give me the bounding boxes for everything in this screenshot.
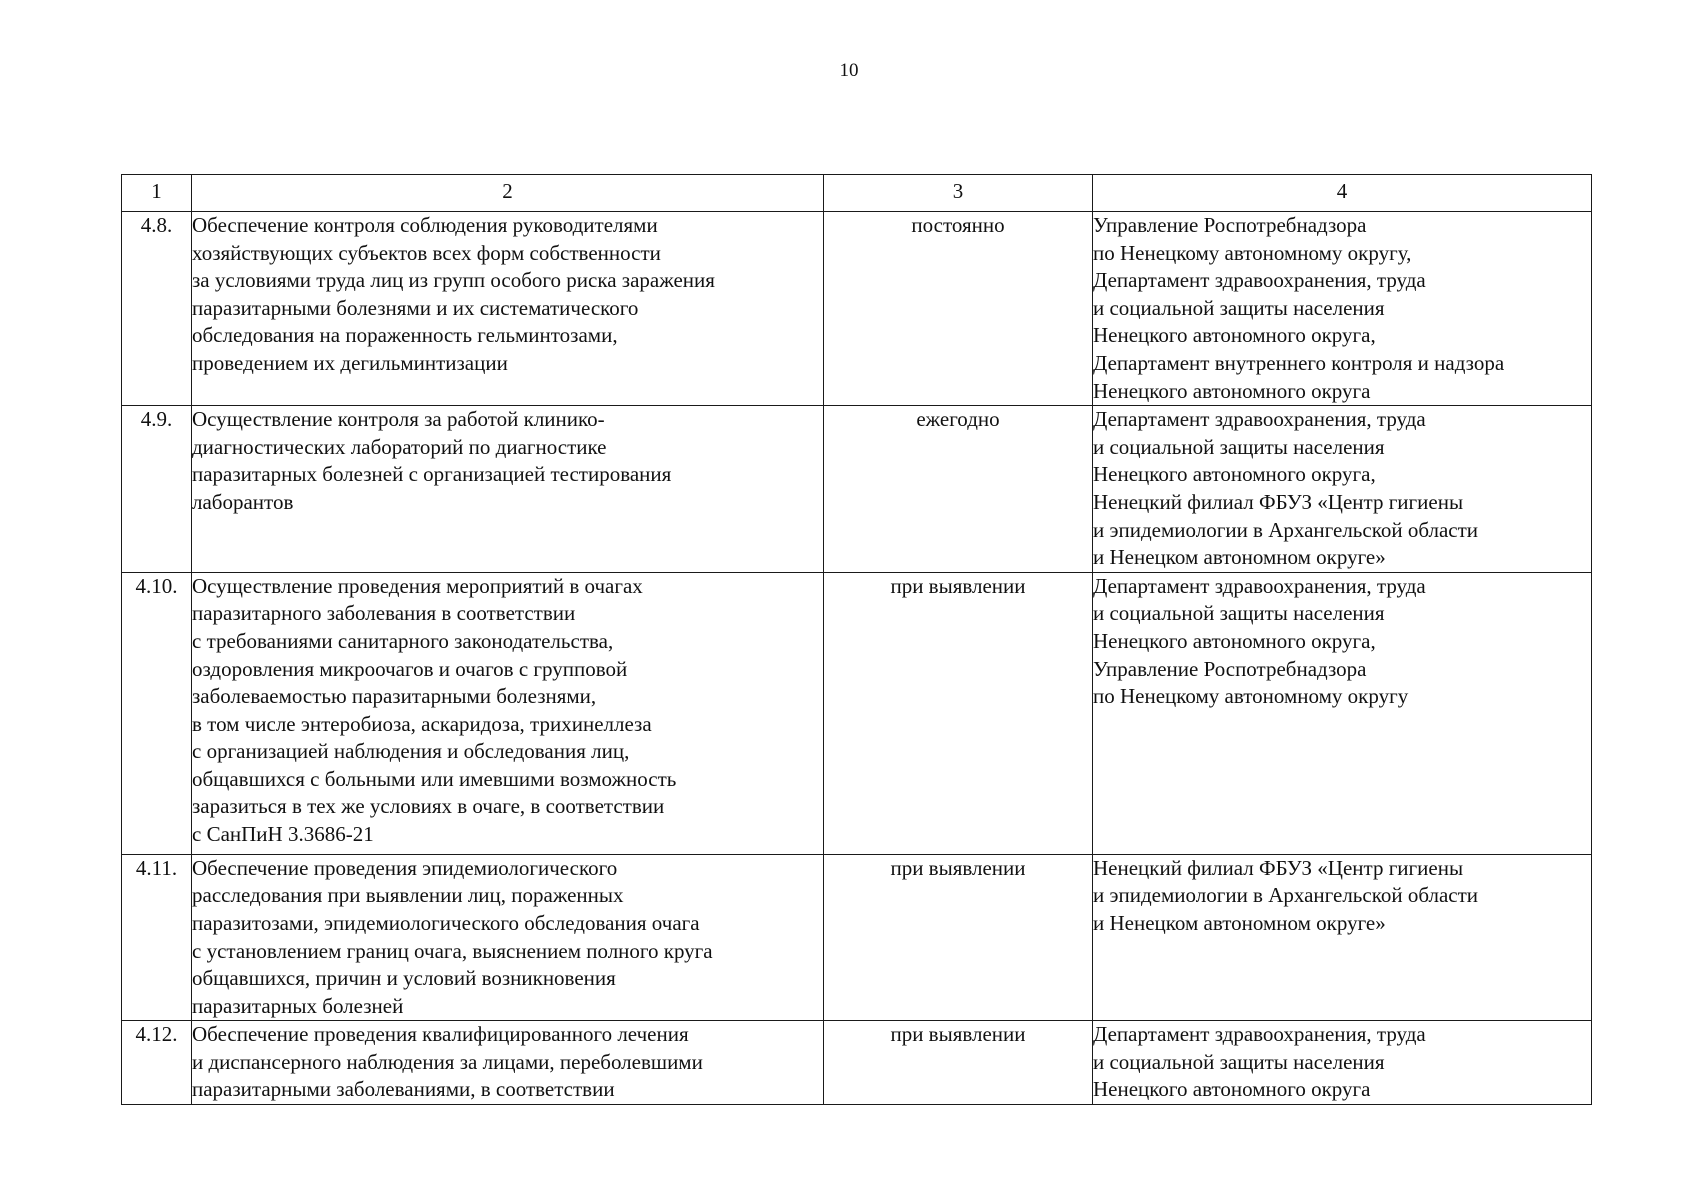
responsible-executors <box>1093 212 1592 406</box>
responsible-executors <box>1093 572 1592 854</box>
description-line: паразитарных болезней с организацией тестирования <box>192 462 672 487</box>
responsible-line: по Ненецкому автономному округу <box>1093 684 1409 709</box>
responsible-line: и эпидемиологии в Архангельской области <box>1093 883 1479 908</box>
responsible-line: и эпидемиологии в Архангельской области <box>1093 517 1479 542</box>
description-line: и диспансерного наблюдения за лицами, переболевшими <box>192 1049 703 1074</box>
responsible-line: Ненецкого автономного округа <box>1093 1077 1371 1102</box>
responsible-executors <box>1093 854 1592 1021</box>
responsible-line: Управление Роспотребнадзора <box>1093 656 1367 681</box>
description-line: паразитарного заболевания в соответствии <box>192 601 576 626</box>
table-row <box>122 854 1592 1021</box>
responsible-line: и социальной защиты населения <box>1093 601 1385 626</box>
responsible-line: и социальной защиты населения <box>1093 434 1385 459</box>
description-line: паразитозами, эпидемиологического обследования очага <box>192 910 700 935</box>
execution-term: ежегодно <box>824 406 1093 573</box>
measure-description <box>192 1021 824 1105</box>
description-line: оздоровления микроочагов и очагов с групповой <box>192 656 628 681</box>
responsible-line: Ненецкий филиал ФБУЗ «Центр гигиены <box>1093 855 1464 880</box>
description-line: хозяйствующих субъектов всех форм собственности <box>192 240 661 265</box>
description-line: Обеспечение проведения эпидемиологического <box>192 855 618 880</box>
page-number: 10 <box>839 60 859 81</box>
column-header-2: 2 <box>192 175 824 212</box>
description-line: Обеспечение контроля соблюдения руководителями <box>192 213 658 237</box>
responsible-executors <box>1093 1021 1592 1105</box>
description-line: Осуществление проведения мероприятий в очагах <box>192 573 643 598</box>
row-number: 4.12. <box>122 1021 192 1105</box>
description-line: паразитарными заболеваниями, в соответствии <box>192 1077 615 1102</box>
row-number: 4.8. <box>122 212 192 406</box>
table-row <box>122 1021 1592 1105</box>
responsible-line: Департамент здравоохранения, труда <box>1093 407 1426 432</box>
responsible-line: Управление Роспотребнадзора <box>1093 213 1367 237</box>
table-row <box>122 572 1592 854</box>
description-line: проведением их дегильминтизации <box>192 350 508 375</box>
responsible-line: и социальной защиты населения <box>1093 1049 1385 1074</box>
responsible-line: Департамент здравоохранения, труда <box>1093 268 1426 293</box>
responsible-line: по Ненецкому автономному округу, <box>1093 240 1412 265</box>
description-line: общавшихся, причин и условий возникновения <box>192 966 616 991</box>
measure-description <box>192 406 824 573</box>
table-body <box>122 212 1592 1105</box>
execution-term: при выявлении <box>824 854 1093 1021</box>
responsible-line: Ненецкого автономного округа <box>1093 378 1371 403</box>
description-line: общавшихся с больными или имевшими возможность <box>192 766 677 791</box>
description-line: с СанПиН 3.3686-21 <box>192 822 374 847</box>
description-line: обследования на пораженность гельминтозами, <box>192 323 618 348</box>
description-line: паразитарных болезней <box>192 993 404 1018</box>
description-line: с организацией наблюдения и обследования лиц, <box>192 739 630 764</box>
description-line: заболеваемостью паразитарными болезнями, <box>192 684 597 709</box>
row-number: 4.11. <box>122 854 192 1021</box>
description-line: с установлением границ очага, выяснением полного круга <box>192 938 713 963</box>
responsible-line: и Ненецком автономном округе» <box>1093 910 1386 935</box>
description-line: диагностических лабораторий по диагностике <box>192 434 607 459</box>
column-header-3: 3 <box>824 175 1093 212</box>
responsible-line: Ненецкого автономного округа, <box>1093 462 1376 487</box>
measures-table <box>121 174 1592 1105</box>
description-line: Обеспечение проведения квалифицированного лечения <box>192 1022 689 1047</box>
responsible-line: Ненецкого автономного округа, <box>1093 628 1376 653</box>
description-line: в том числе энтеробиоза, аскаридоза, трихинеллеза <box>192 711 652 736</box>
description-line: заразиться в тех же условиях в очаге, в соответствии <box>192 794 665 819</box>
responsible-line: Ненецкий филиал ФБУЗ «Центр гигиены <box>1093 489 1464 514</box>
execution-term: при выявлении <box>824 572 1093 854</box>
column-header-4: 4 <box>1093 175 1592 212</box>
description-line: расследования при выявлении лиц, пораженных <box>192 883 624 908</box>
responsible-line: Департамент здравоохранения, труда <box>1093 1022 1426 1047</box>
responsible-line: и Ненецком автономном округе» <box>1093 545 1386 570</box>
responsible-line: и социальной защиты населения <box>1093 295 1385 320</box>
responsible-line: Ненецкого автономного округа, <box>1093 323 1376 348</box>
description-line: за условиями труда лиц из групп особого риска заражения <box>192 268 715 293</box>
responsible-line: Департамент здравоохранения, труда <box>1093 573 1426 598</box>
row-number: 4.10. <box>122 572 192 854</box>
table-row <box>122 406 1592 573</box>
execution-term: при выявлении <box>824 1021 1093 1105</box>
description-line: с требованиями санитарного законодательства, <box>192 628 614 653</box>
measure-description <box>192 854 824 1021</box>
table-row <box>122 212 1592 406</box>
description-line: лаборантов <box>192 489 294 514</box>
column-header-1: 1 <box>122 175 192 212</box>
responsible-executors <box>1093 406 1592 573</box>
measure-description <box>192 572 824 854</box>
execution-term: постоянно <box>824 212 1093 406</box>
responsible-line: Департамент внутреннего контроля и надзора <box>1093 350 1505 375</box>
description-line: паразитарными болезнями и их систематического <box>192 295 639 320</box>
measure-description <box>192 212 824 406</box>
table-header-row <box>122 175 1592 212</box>
description-line: Осуществление контроля за работой клинико- <box>192 407 605 432</box>
row-number: 4.9. <box>122 406 192 573</box>
